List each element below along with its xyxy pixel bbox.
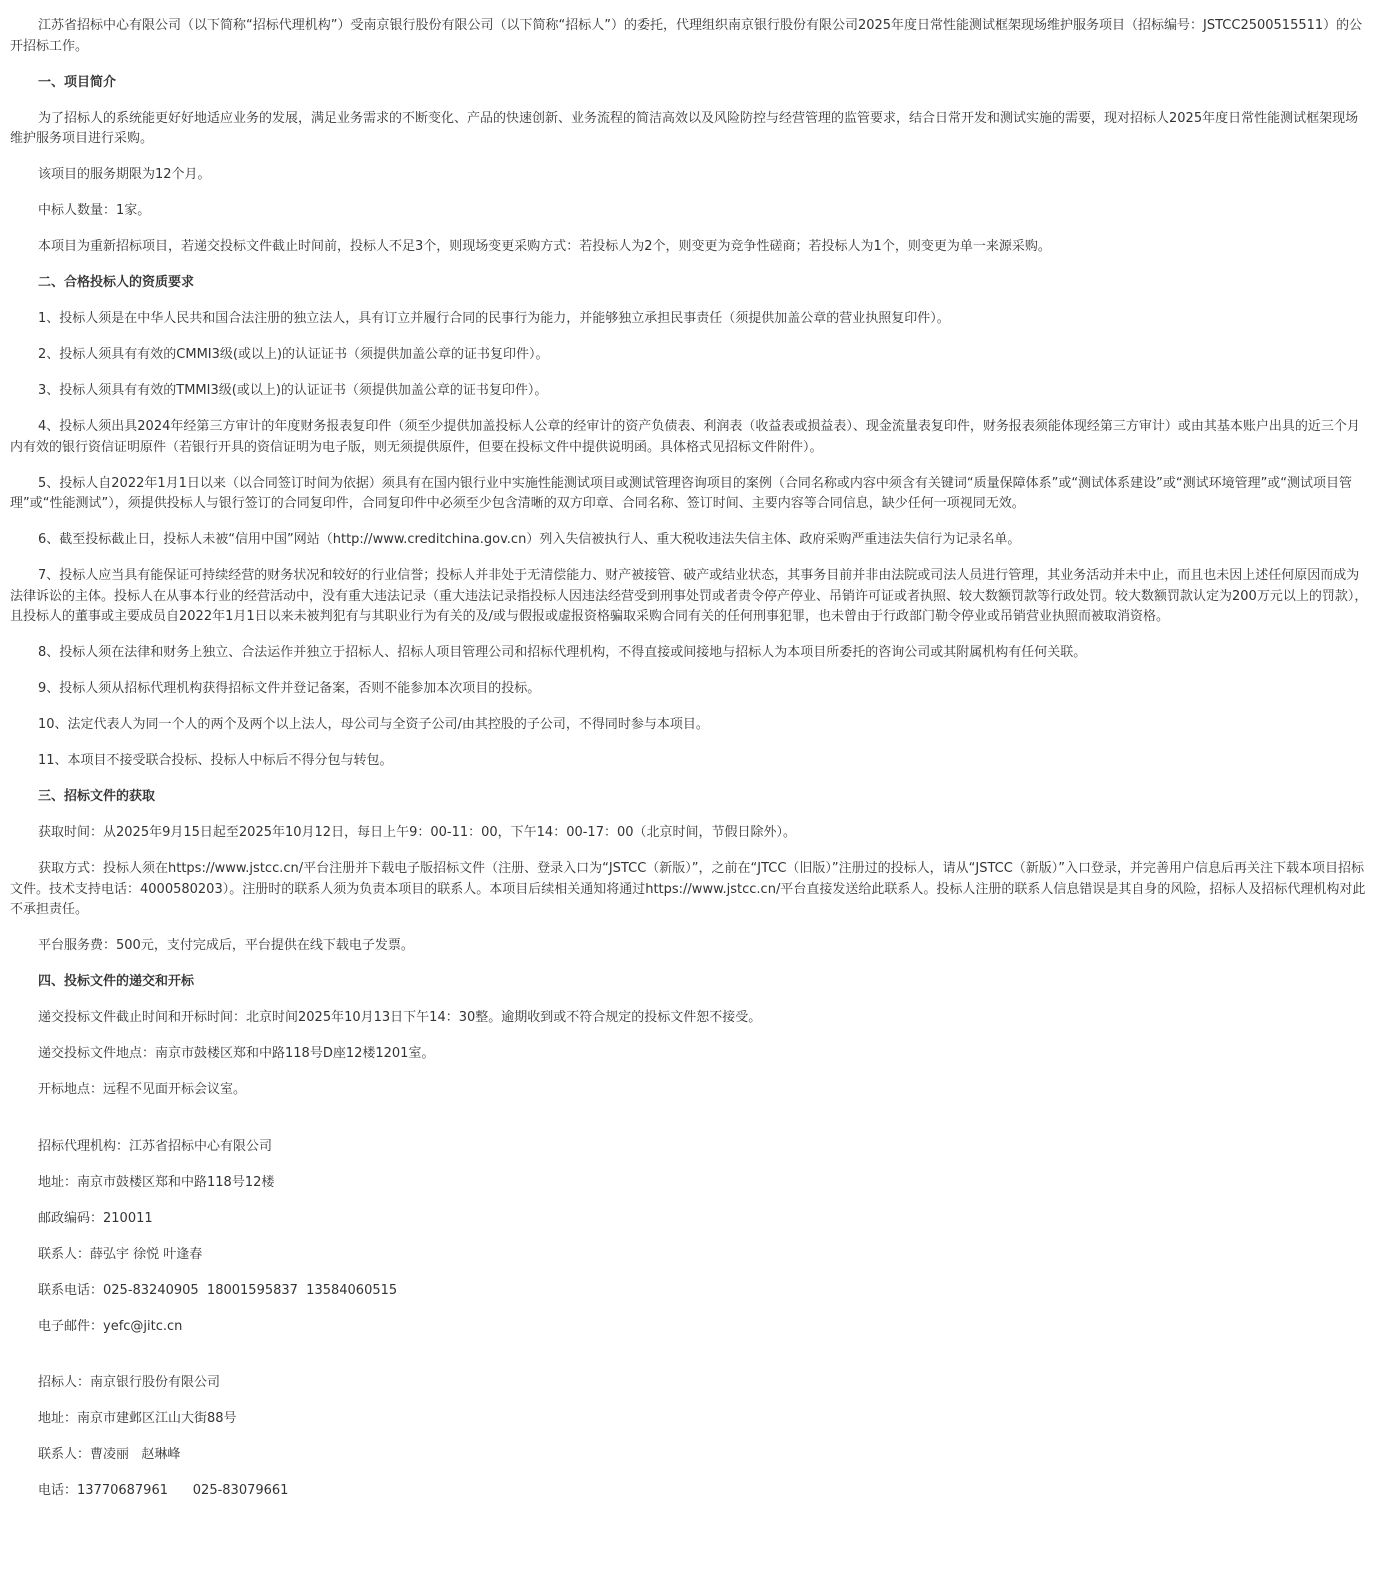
tenderer-phone: 电话：13770687961 025-83079661: [38, 1483, 289, 1498]
deadline-paragraph: 递交投标文件截止时间和开标时间：北京时间2025年10月13日下午14：30整。逾期收到或不符合规定的投标文件恕不接受。: [38, 1010, 762, 1025]
section-heading-qualifications: 二、合格投标人的资质要求: [38, 275, 195, 290]
section-heading-submission-opening: 四、投标文件的递交和开标: [38, 974, 195, 989]
obtain-method-paragraph: 获取方式：投标人须在https://www.jstcc.cn/平台注册并下载电子版招标文件（注册、登录入口为“JSTCC（新版）”，之前在“JTCC（旧版）”注册过的投标人，请从“JSTCC（新版）”入口登录，并完善用户信息后再关注下载本项目招标文件。技术支持电话：4000580203）。注册时的联系人须为负责本项目的联系人。本项目后续相关通知将通过https://www.jstcc.cn/平台直接发送给此联系人。投标人注册的联系人信息错误是其自身的风险，招标人及招标代理机构对此不承担责任。: [10, 861, 1366, 917]
opening-location-paragraph: 开标地点：远程不见面开标会议室。: [38, 1082, 247, 1097]
qualification-item: 1、投标人须是在中华人民共和国合法注册的独立法人，具有订立并履行合同的民事行为能力，并能够独立承担民事责任（须提供加盖公章的营业执照复印件）。: [38, 311, 950, 326]
service-period-paragraph: 该项目的服务期限为12个月。: [38, 167, 211, 182]
rebid-paragraph: 本项目为重新招标项目，若递交投标文件截止时间前，投标人不足3个，则现场变更采购方式：若投标人为2个，则变更为竞争性磋商；若投标人为1个，则变更为单一来源采购。: [38, 239, 1051, 254]
agency-email: 电子邮件：yefc@jitc.cn: [38, 1318, 183, 1334]
agency-postcode: 邮政编码：210011: [38, 1210, 153, 1226]
qualification-item: 8、投标人须在法律和财务上独立、合法运作并独立于招标人、招标人项目管理公司和招标代理机构，不得直接或间接地与招标人为本项目所委托的咨询公司或其附属机构有任何关联。: [38, 645, 1087, 660]
platform-fee-paragraph: 平台服务费：500元，支付完成后，平台提供在线下载电子发票。: [38, 938, 414, 953]
agency-address: 地址：南京市鼓楼区郑和中路118号12楼: [38, 1174, 275, 1190]
agency-contacts: 联系人：薛弘宇 徐悦 叶逢春: [38, 1246, 203, 1262]
qualification-item: 5、投标人自2022年1月1日以来（以合同签订时间为依据）须具有在国内银行业中实施性能测试项目或测试管理咨询项目的案例（合同名称或内容中须含有关键词“质量保障体系”或“测试体系建设”或“测试环境管理”或“测试项目管理”或“性能测试”），须提供投标人与银行签订的合同复印件，合同复印件中必须至少包含清晰的双方印章、合同名称、签订时间、主要内容等合同信息，缺少任何一项视同无效。: [10, 475, 1353, 511]
qualification-item: 11、本项目不接受联合投标、投标人中标后不得分包与转包。: [38, 753, 393, 768]
tenderer-address: 地址：南京市建邺区江山大街88号: [38, 1411, 237, 1426]
spacer: [10, 1101, 1371, 1137]
qualification-item: 4、投标人须出具2024年经第三方审计的年度财务报表复印件（须至少提供加盖投标人公章的经审计的资产负债表、利润表（收益表或损益表）、现金流量表复印件，财务报表须能体现经第三方审计）或由其基本账户出具的近三个月内有效的银行资信证明原件（若银行开具的资信证明为电子版，则无须提供原件，但要在投标文件中提供说明函。具体格式见招标文件附件）。: [10, 419, 1360, 455]
spacer: [10, 1337, 1371, 1373]
qualification-item: 3、投标人须具有有效的TMMI3级(或以上)的认证证书（须提供加盖公章的证书复印件）。: [38, 383, 548, 398]
tenderer-contacts: 联系人：曹凌丽 赵琳峰: [38, 1447, 181, 1462]
agency-phone: 联系电话：025-83240905 18001595837 13584060515: [38, 1282, 398, 1298]
qualification-item: 6、截至投标截止日，投标人未被“信用中国”网站（http://www.creditchina.gov.cn）列入失信被执行人、重大税收违法失信主体、政府采购严重违法失信行为记录名单。: [38, 532, 1021, 547]
qualification-item: 2、投标人须具有有效的CMMI3级(或以上)的认证证书（须提供加盖公章的证书复印件）。: [38, 347, 549, 362]
obtain-time-paragraph: 获取时间：从2025年9月15日起至2025年10月12日，每日上午9：00-11：00，下午14：00-17：00（北京时间，节假日除外）。: [38, 825, 797, 840]
tenderer-name: 招标人：南京银行股份有限公司: [38, 1375, 221, 1390]
submission-location-paragraph: 递交投标文件地点：南京市鼓楼区郑和中路118号D座12楼1201室。: [38, 1046, 435, 1061]
qualification-item: 9、投标人须从招标代理机构获得招标文件并登记备案，否则不能参加本次项目的投标。: [38, 681, 541, 696]
agency-name: 招标代理机构：江苏省招标中心有限公司: [38, 1138, 273, 1154]
project-purpose-paragraph: 为了招标人的系统能更好好地适应业务的发展，满足业务需求的不断变化、产品的快速创新、业务流程的简洁高效以及风险防控与经营管理的监管要求，结合日常开发和测试实施的需要，现对招标人2025年度日常性能测试框架现场维护服务项目进行采购。: [10, 110, 1359, 146]
section-heading-obtain-documents: 三、招标文件的获取: [38, 789, 156, 804]
qualification-item: 10、法定代表人为同一个人的两个及两个以上法人，母公司与全资子公司/由其控股的子公司，不得同时参与本项目。: [38, 717, 709, 732]
intro-paragraph: 江苏省招标中心有限公司（以下简称“招标代理机构”）受南京银行股份有限公司（以下简称“招标人”）的委托，代理组织南京银行股份有限公司2025年度日常性能测试框架现场维护服务项目（招标编号：JSTCC2500515511）的公开招标工作。: [10, 18, 1363, 54]
qualification-item: 7、投标人应当具有能保证可持续经营的财务状况和较好的行业信誉；投标人并非处于无清偿能力、财产被接管、破产或结业状态，其事务目前并非由法院或司法人员进行管理，其业务活动并未中止，而且也未因上述任何原因而成为法律诉讼的主体。投标人在从事本行业的经营活动中，没有重大违法记录（重大违法记录指投标人因违法经营受到刑事处罚或者责令停产停业、吊销许可证或者执照、较大数额罚款等行政处罚。较大数额罚款认定为200万元以上的罚款），且投标人的董事或主要成员自2022年1月1日以来未被判犯有与其职业行为有关的及/或与假报或虚报资格骗取采购合同有关的任何刑事犯罪，也未曾由于行政部门勒令停业或吊销营业执照而被取消资格。: [10, 568, 1368, 624]
section-heading-project-intro: 一、项目简介: [38, 74, 117, 90]
winner-count-paragraph: 中标人数量：1家。: [38, 203, 151, 218]
